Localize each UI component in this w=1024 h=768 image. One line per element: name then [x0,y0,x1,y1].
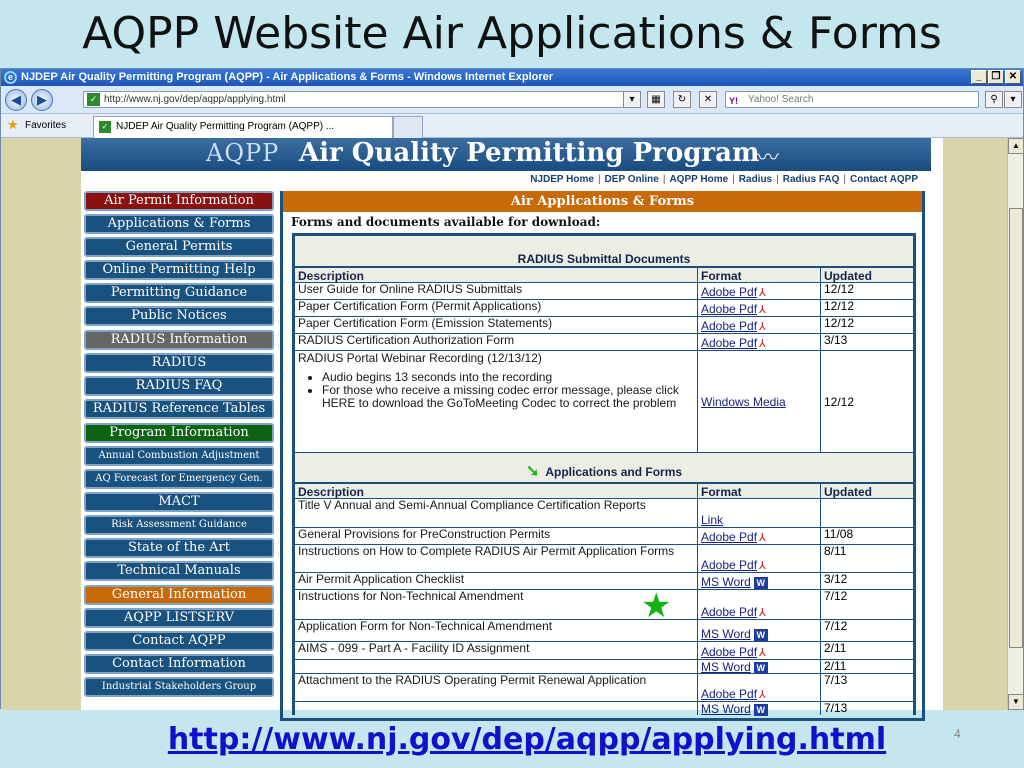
row-description: AIMS - 099 - Part A - Facility ID Assignment [295,642,698,659]
side-navigation [84,191,274,700]
search-placeholder: Yahoo! Search [748,94,814,105]
row-updated: 3/12 [824,572,848,586]
table-row [295,527,913,544]
window-titlebar [1,69,1023,86]
format-link[interactable]: MS Word [701,660,751,674]
col-description-header: Description [295,268,698,282]
sidebar-item-mact[interactable]: MACT [84,492,274,512]
format-link[interactable]: Adobe Pdf [701,285,758,299]
row-updated [821,499,913,527]
sidebar-item-radius-reference-tables[interactable]: RADIUS Reference Tables [84,399,274,419]
table-row [295,333,913,350]
banner-title: Air Quality Permitting Program [299,138,760,168]
stop-icon[interactable]: ✕ [699,91,717,108]
row-updated: 8/11 [824,544,847,558]
table-row [295,641,913,659]
minimize-button[interactable]: _ [971,70,987,84]
sidebar-item-contact-information[interactable]: Contact Information [84,654,274,674]
sidebar-item-public-notices[interactable]: Public Notices [84,306,274,326]
documents-table [292,233,916,715]
scroll-down-icon[interactable]: ▼ [1008,694,1024,710]
sidebar-item-contact-aqpp[interactable]: Contact AQPP [84,631,274,651]
col-description-header-2: Description [295,484,698,498]
forms-intro: Forms and documents available for download: [291,215,601,229]
address-text: http://www.nj.gov/dep/aqpp/applying.html [104,94,286,105]
col-updated-header-2: Updated [824,485,872,499]
row-updated: 12/12 [824,316,855,330]
pdf-icon: ⅄ [759,321,766,333]
close-button[interactable]: ✕ [1005,70,1021,84]
content-header: Air Applications & Forms [283,191,922,212]
table-row [295,589,913,619]
format-link[interactable]: MS Word [701,702,751,716]
pdf-icon: ⅄ [759,607,766,619]
app-rows [295,498,913,715]
sidebar-item-annual-combustion-adjustment[interactable]: Annual Combustion Adjustment [84,446,274,466]
slide-url-link[interactable]: http://www.nj.gov/dep/aqpp/applying.html [167,722,887,757]
format-link[interactable]: MS Word [701,627,751,641]
format-link[interactable]: Adobe Pdf [701,605,758,619]
search-options-icon[interactable]: ▾ [1004,91,1022,108]
browser-tab[interactable] [93,116,393,138]
webinar-format-link[interactable]: Windows Media [701,395,786,409]
pdf-icon: ⅄ [759,532,766,544]
radius-section-title: RADIUS Submittal Documents [295,236,913,266]
word-icon: W [754,577,768,589]
tab-favicon-icon: ✓ [99,121,111,133]
row-description: Instructions for Non-Technical Amendment [295,590,698,619]
dropdown-arrow-icon[interactable]: ▾ [623,91,641,108]
window-controls [971,70,1021,84]
webinar-bullet-1: • Audio begins 13 seconds into the recording [322,371,694,384]
search-input[interactable] [725,91,979,108]
pdf-icon: ⅄ [759,560,766,572]
row-description: Attachment to the RADIUS Operating Permit Renewal Application [295,674,698,701]
table-row [295,316,913,333]
row-updated: 7/13 [824,701,848,715]
banner-short: AQPP [206,139,280,167]
row-updated: 7/12 [824,589,848,603]
new-tab-button[interactable] [393,116,423,138]
back-button[interactable]: ◀ [5,89,27,111]
webinar-description: RADIUS Portal Webinar Recording (12/13/12) [298,351,542,365]
sidebar-item-applications-forms[interactable]: Applications & Forms [84,214,274,234]
address-input[interactable] [83,91,639,108]
row-description: Air Permit Application Checklist [295,573,698,589]
favorites-star-icon[interactable]: ★ [7,117,19,132]
format-link[interactable]: Adobe Pdf [701,645,758,659]
format-link[interactable]: Link [701,513,724,527]
format-link[interactable]: Adobe Pdf [701,336,758,350]
compat-view-icon[interactable]: ▦ [647,91,665,108]
table-row [295,544,913,572]
browser-window [0,68,1024,716]
row-description [295,660,698,673]
pdf-icon: ⅄ [759,647,766,659]
top-links: NJDEP Home | DEP Online | AQPP Home | Radius | Radius FAQ | Contact AQPP [530,174,918,185]
green-arrow-icon: ➘ [525,463,540,480]
webinar-updated: 12/12 [824,395,855,409]
row-updated: 12/12 [824,282,855,296]
apps-section-title: Applications and Forms [545,465,683,479]
green-star-icon: ★ [641,587,672,625]
sidebar-item-general-permits[interactable]: General Permits [84,237,274,257]
sidebar-item-online-permitting-help[interactable]: Online Permitting Help [84,260,274,280]
table-header-row-2 [295,482,913,498]
word-icon: W [754,662,768,674]
top-link-radius-faq[interactable]: Radius FAQ [782,174,840,185]
top-link-radius[interactable]: Radius [738,174,773,185]
refresh-icon[interactable]: ↻ [673,91,691,108]
word-icon: W [754,629,768,641]
maximize-button[interactable]: ❐ [988,70,1004,84]
sidebar-item-permitting-guidance[interactable]: Permitting Guidance [84,283,274,303]
row-description: User Guide for Online RADIUS Submittals [295,283,698,299]
sidebar-item-technical-manuals[interactable]: Technical Manuals [84,561,274,581]
col-format-header: Format [698,268,821,282]
favorites-label[interactable]: Favorites [25,120,67,131]
row-description [295,702,698,715]
sidebar-item-general-information[interactable]: General Information [84,585,274,605]
page-viewport [1,138,1023,716]
table-row [295,498,913,527]
format-link[interactable]: MS Word [701,575,751,589]
format-link[interactable]: Adobe Pdf [701,302,758,316]
sidebar-item-aqpp-listserv[interactable]: AQPP LISTSERV [84,608,274,628]
table-row [295,282,913,299]
format-link[interactable]: Adobe Pdf [701,319,758,333]
web-page [81,138,943,716]
wave-logo-icon: 〰 [757,146,780,171]
sidebar-item-aq-forecast-for-emergency-gen-[interactable]: AQ Forecast for Emergency Gen. [84,469,274,489]
row-updated: 11/08 [824,527,854,541]
site-favicon-icon: ✓ [87,93,100,106]
table-row [295,619,913,641]
apps-section-title-wrap [295,452,913,482]
ie-logo-icon: e [4,71,17,84]
table-row [295,572,913,589]
favorites-bar [1,114,1023,138]
format-link[interactable]: Adobe Pdf [701,530,758,544]
table-row [295,299,913,316]
format-link[interactable]: Adobe Pdf [701,687,758,701]
scroll-up-icon[interactable]: ▲ [1008,138,1024,154]
pdf-icon: ⅄ [759,287,766,299]
tab-label: NJDEP Air Quality Permitting Program (AQPP) ... [116,121,335,132]
search-icon[interactable]: ⚲ [985,91,1003,108]
pdf-icon: ⅄ [759,304,766,316]
sidebar-item-program-information[interactable]: Program Information [84,423,274,443]
table-row [295,701,913,715]
vertical-scrollbar[interactable] [1007,138,1023,710]
address-bar [1,86,1023,114]
top-link-dep-online[interactable]: DEP Online [604,174,659,185]
row-description: General Provisions for PreConstruction Permits [295,528,698,544]
sidebar-item-radius[interactable]: RADIUS [84,353,274,373]
sidebar-item-risk-assessment-guidance[interactable]: Risk Assessment Guidance [84,515,274,535]
format-link[interactable]: Adobe Pdf [701,558,758,572]
col-updated-header: Updated [824,269,872,283]
col-format-header-2: Format [698,484,821,498]
sidebar-item-air-permit-information[interactable]: Air Permit Information [84,191,274,211]
webinar-row [295,350,913,452]
table-header-row [295,266,913,282]
table-row [295,673,913,701]
row-updated: 7/12 [824,619,848,633]
window-title: NJDEP Air Quality Permitting Program (AQPP) - Air Applications & Forms - Windows Internet Explorer [21,71,554,83]
word-icon: W [754,704,768,716]
row-description: Title V Annual and Semi-Annual Compliance Certification Reports [295,499,698,527]
forward-button[interactable]: ▶ [31,89,53,111]
row-updated: 7/13 [824,673,848,687]
yahoo-icon: Y! [729,96,738,106]
scroll-thumb[interactable] [1009,208,1023,648]
sidebar-item-state-of-the-art[interactable]: State of the Art [84,538,274,558]
row-updated: 12/12 [824,299,855,313]
pdf-icon: ⅄ [759,689,766,701]
pdf-icon: ⅄ [759,338,766,350]
radius-rows [295,282,913,350]
sidebar-item-radius-faq[interactable]: RADIUS FAQ [84,376,274,396]
row-updated: 3/13 [824,333,848,347]
table-row [295,659,913,673]
top-link-contact-aqpp[interactable]: Contact AQPP [850,174,918,185]
row-description: Application Form for Non-Technical Amendment [295,620,698,641]
webinar-bullet-2[interactable]: • For those who receive a missing codec error message, please click HERE to download the GoToMeeting Codec to correct the problem [322,384,694,410]
slide-title: AQPP Website Air Applications & Forms [82,8,942,59]
row-updated: 2/11 [824,641,847,655]
row-description: Paper Certification Form (Permit Applications) [295,300,698,316]
top-link-njdep-home[interactable]: NJDEP Home [530,174,594,185]
sidebar-item-industrial-stakeholders-group[interactable]: Industrial Stakeholders Group [84,677,274,697]
row-updated: 2/11 [824,659,847,673]
main-content [280,191,925,721]
page-number: 4 [954,727,961,741]
row-description: RADIUS Certification Authorization Form [295,334,698,350]
row-description: Instructions on How to Complete RADIUS Air Permit Application Forms [295,545,698,572]
row-description: Paper Certification Form (Emission Statements) [295,317,698,333]
top-link-aqpp-home[interactable]: AQPP Home [669,174,729,185]
site-banner [81,138,931,171]
sidebar-item-radius-information[interactable]: RADIUS Information [84,330,274,350]
